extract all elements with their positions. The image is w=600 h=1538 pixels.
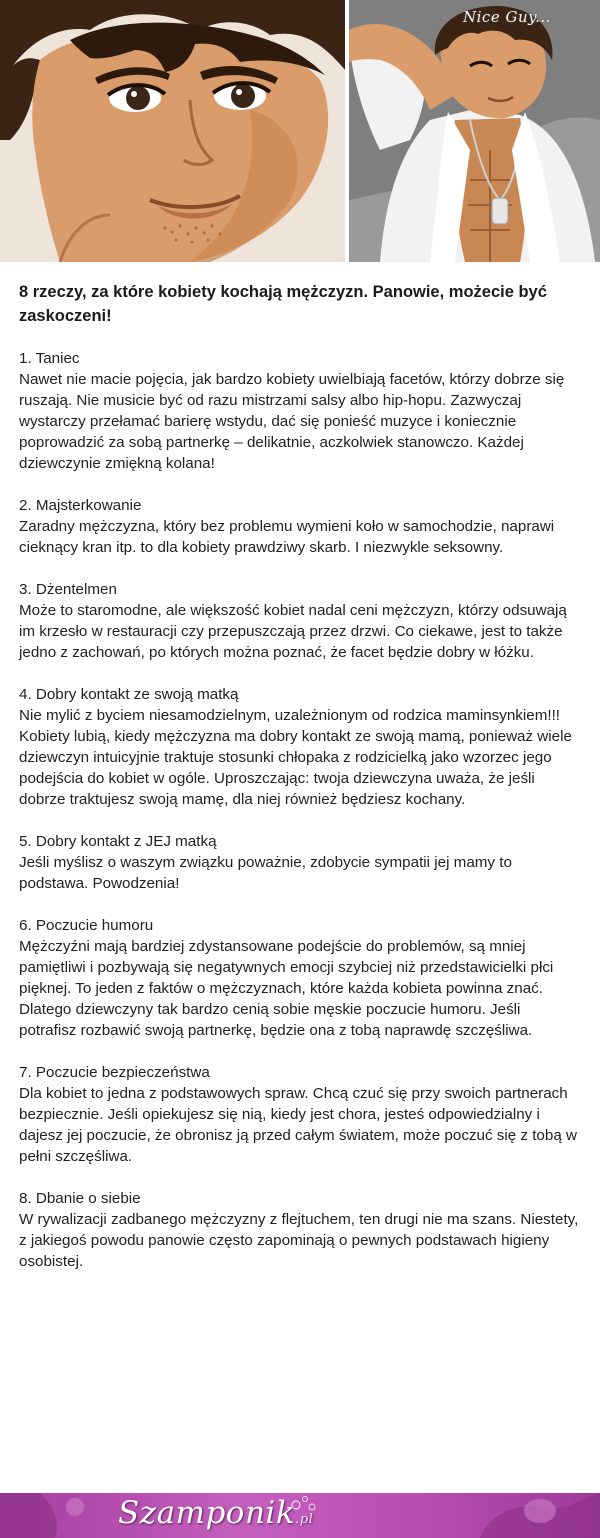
section-heading: 3. Dżentelmen: [19, 581, 117, 598]
section-heading: 7. Poczucie bezpieczeństwa: [19, 1064, 210, 1081]
section-heading: 5. Dobry kontakt z JEJ matką: [19, 833, 217, 850]
section-heading: 4. Dobry kontakt ze swoją matką: [19, 686, 239, 703]
section-body: Zaradny mężczyzna, który bez problemu wymieni koło w samochodzie, naprawi cieknący kran itp. to dla kobiety prawdziwy skarb. I niezwykle seksowny.: [19, 518, 555, 556]
section-heading: 6. Poczucie humoru: [19, 917, 154, 934]
section-heading: 1. Taniec: [19, 350, 80, 367]
section-poczucie-humoru: [19, 915, 581, 1041]
article: [19, 280, 581, 1293]
section-dzentelmen: [19, 579, 581, 663]
section-body: Jeśli myślisz o waszym związku poważnie, zdobycie sympatii jej mamy to podstawa. Powodzenia!: [19, 854, 512, 892]
section-kontakt-z-matka: [19, 684, 581, 810]
section-body: W rywalizacji zadbanego mężczyzny z flejtuchem, ten drugi nie ma szans. Niestety, z jakiegoś powodu panowie często zapominają o pewnych podstawach higieny osobistej.: [19, 1211, 579, 1270]
section-body: Nie mylić z byciem niesamodzielnym, uzależnionym od rodzica maminsynkiem!!! Kobiety lubią, kiedy mężczyzna ma dobry kontakt ze swoją mamą, ponieważ wiele dziewczyn intuicyjnie traktuje stosunki chłopaka z rodzicielką jako wzorzec jego podejścia do kobiet w ogóle. Uproszczając: twoja dziewczyna uważa, że jeśli dobrze traktujesz swoją mamę, dla niej również będziesz kochany.: [19, 707, 572, 808]
section-majsterkowanie: [19, 495, 581, 558]
section-body: Dla kobiet to jedna z podstawowych spraw. Chcą czuć się przy swoich partnerach bezpiecznie. Jeśli opiekujesz się nią, kiedy jest chora, jesteś odpowiedzialny i dajesz jej poczucie, że obronisz ją przed całym światem, może poczuć się z tobą w pełni szczęśliwa.: [19, 1085, 577, 1165]
footer-brand-logo[interactable]: [118, 1495, 313, 1531]
section-taniec: [19, 348, 581, 474]
section-body: Może to staromodne, ale większość kobiet nadal ceni mężczyzn, którzy odsuwają im krzesło w restauracji czy przepuszczają przez drzwi. Co ciekawe, jest to także jedno z zachowań, po których można poznać, że facet będzie dobry w łóżku.: [19, 602, 567, 661]
section-body: Nawet nie macie pojęcia, jak bardzo kobiety uwielbiają facetów, którzy dobrze się ruszają. Nie musicie być od razu mistrzami salsy albo hip-hopu. Zazwyczaj wystarczy przełamać barierę wstydu, dać się ponieść muzyce i koniecznie poprowadzić za sobą partnerkę – delikatnie, aczkolwiek stanowczo. Każdej dziewczynie zmiękną kolana!: [19, 371, 565, 472]
footer-brand-tld: .pl: [295, 1512, 314, 1527]
section-heading: 8. Dbanie o siebie: [19, 1190, 141, 1207]
article-title: 8 rzeczy, za które kobiety kochają mężczyzn. Panowie, możecie być zaskoczeni!: [19, 283, 547, 325]
hero-illustration: [0, 0, 600, 262]
footer-brand-bar: [0, 1493, 600, 1538]
section-body: Mężczyźni mają bardziej zdystansowane podejście do problemów, są mniej pamiętliwi i pozbywają się negatywnych emocji szybciej niż przedstawicielki płci pięknej. To jeden z faktów o mężczyznach, które każda kobieta powinna znać. Dlatego dziewczyny tak bardzo cenią sobie męskie poczucie humoru. Jeśli potrafisz rozbawić swoją partnerkę, będzie ona z tobą naprawdę szczęśliwa.: [19, 938, 554, 1039]
hero-artwork: [0, 0, 600, 262]
section-heading: 2. Majsterkowanie: [19, 497, 142, 514]
footer-brand-name: Szamponik: [118, 1495, 296, 1531]
section-dbanie-o-siebie: [19, 1188, 581, 1272]
section-kontakt-z-jej-matka: [19, 831, 581, 894]
section-bezpieczenstwo: [19, 1062, 581, 1167]
hero-caption: Nice Guy...: [463, 8, 551, 26]
